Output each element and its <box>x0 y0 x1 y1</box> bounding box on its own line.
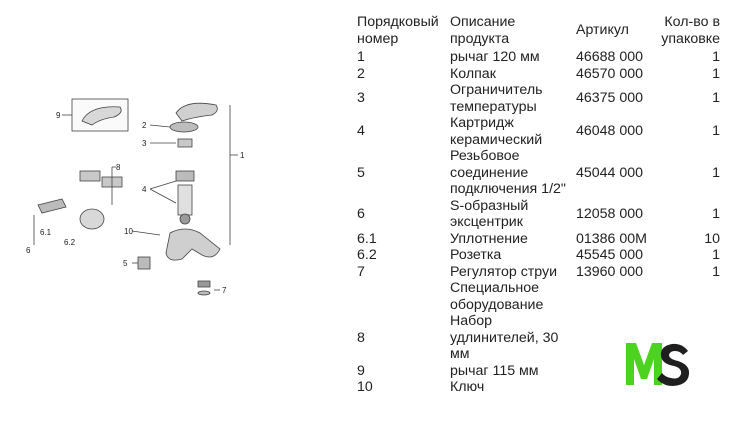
row-quantity <box>656 280 720 313</box>
part-8-extension <box>80 171 100 181</box>
row-article: 46048 000 <box>576 123 644 140</box>
row-description: Набор удлинителей, 30 мм <box>450 313 559 362</box>
part-4-cartridge <box>178 185 192 215</box>
spare-parts-table <box>357 14 720 396</box>
row-number: 1 <box>357 49 365 65</box>
header-number: Порядковый номер <box>357 14 439 47</box>
row-number: 9 <box>357 362 365 379</box>
row-description: Розетка <box>450 247 502 263</box>
part-7-aerator <box>198 281 210 287</box>
row-number: 2 <box>357 65 365 82</box>
table-row <box>357 264 720 281</box>
part-4-cartridge-top <box>176 171 194 181</box>
part-2-cap <box>170 122 198 132</box>
row-description: S-образный эксцентрик <box>450 197 529 230</box>
ms-logo <box>624 341 692 387</box>
part-4-ring <box>180 214 190 224</box>
row-description: рычаг 120 мм <box>450 49 540 65</box>
row-article: 45044 000 <box>576 164 644 181</box>
table-row <box>357 82 720 115</box>
callout-4: 4 <box>142 185 147 194</box>
callout-2: 2 <box>142 121 147 130</box>
callout-10: 10 <box>124 227 133 236</box>
table-row <box>357 148 720 198</box>
row-quantity: 1 <box>712 65 720 82</box>
header-quantity: Кол-во в упаковке <box>661 14 720 47</box>
exploded-view-diagram <box>20 85 280 315</box>
row-article: 13960 000 <box>576 263 644 280</box>
row-number: 8 <box>357 329 365 346</box>
row-quantity: 1 <box>712 164 720 181</box>
row-number: 3 <box>357 90 365 107</box>
row-number: 6.2 <box>357 247 377 263</box>
part-6-2-rosette <box>80 209 104 229</box>
callout-6: 6 <box>26 246 31 255</box>
row-quantity: 1 <box>712 49 720 65</box>
row-description: Ключ <box>450 379 485 395</box>
table-header-row <box>357 14 720 49</box>
row-quantity: 10 <box>704 230 720 247</box>
row-description: Ограничитель температуры <box>450 82 543 115</box>
callout-3: 3 <box>142 139 147 148</box>
part-5-connector <box>138 257 150 269</box>
row-quantity: 1 <box>712 247 720 263</box>
row-article: 45545 000 <box>576 247 644 263</box>
row-description: Регулятор струи <box>450 263 558 280</box>
callout-5: 5 <box>123 259 128 268</box>
row-article: 46688 000 <box>576 49 644 65</box>
row-quantity: 1 <box>712 263 720 280</box>
row-article: 46375 000 <box>576 90 644 107</box>
row-number <box>357 280 450 313</box>
callout-1: 1 <box>240 151 245 160</box>
table-row <box>357 247 720 264</box>
callout-9: 9 <box>56 111 61 120</box>
part-7-ring <box>198 291 210 295</box>
table-row <box>357 115 720 148</box>
callout-6-2: 6.2 <box>64 238 76 247</box>
header-description: Описание продукта <box>450 14 516 47</box>
row-article: 12058 000 <box>576 205 644 222</box>
row-description: Резьбовое соединение подключения 1/2" <box>450 148 566 197</box>
row-number: 7 <box>357 263 365 280</box>
row-article <box>576 280 656 313</box>
row-description: Картридж керамический <box>450 115 543 148</box>
row-quantity: 1 <box>712 90 720 107</box>
row-article: 01386 00M <box>576 230 647 247</box>
row-number: 6.1 <box>357 230 377 247</box>
row-description: Колпак <box>450 65 496 82</box>
row-quantity: 1 <box>712 205 720 222</box>
row-description: рычаг 115 мм <box>450 362 539 379</box>
callout-7: 7 <box>222 286 227 295</box>
part-1-lever <box>176 103 217 121</box>
callout-6-1: 6.1 <box>40 228 52 237</box>
row-description: Специальное оборудование <box>450 280 544 313</box>
row-number: 10 <box>357 379 373 395</box>
callout-8: 8 <box>116 163 121 172</box>
table-row <box>357 231 720 248</box>
row-quantity: 1 <box>712 123 720 140</box>
row-article: 46570 000 <box>576 65 644 82</box>
row-description: Уплотнение <box>450 230 528 247</box>
part-3-limiter <box>178 139 192 147</box>
row-number: 4 <box>357 123 365 140</box>
table-row <box>357 280 720 313</box>
table-row <box>357 66 720 83</box>
part-6-eccentric <box>38 199 66 213</box>
header-article: Артикул <box>576 22 629 39</box>
row-number: 5 <box>357 164 365 181</box>
row-number: 6 <box>357 205 365 222</box>
mixer-body <box>166 229 220 260</box>
logo-letter-m <box>626 343 662 385</box>
table-row <box>357 198 720 231</box>
table-row <box>357 49 720 66</box>
